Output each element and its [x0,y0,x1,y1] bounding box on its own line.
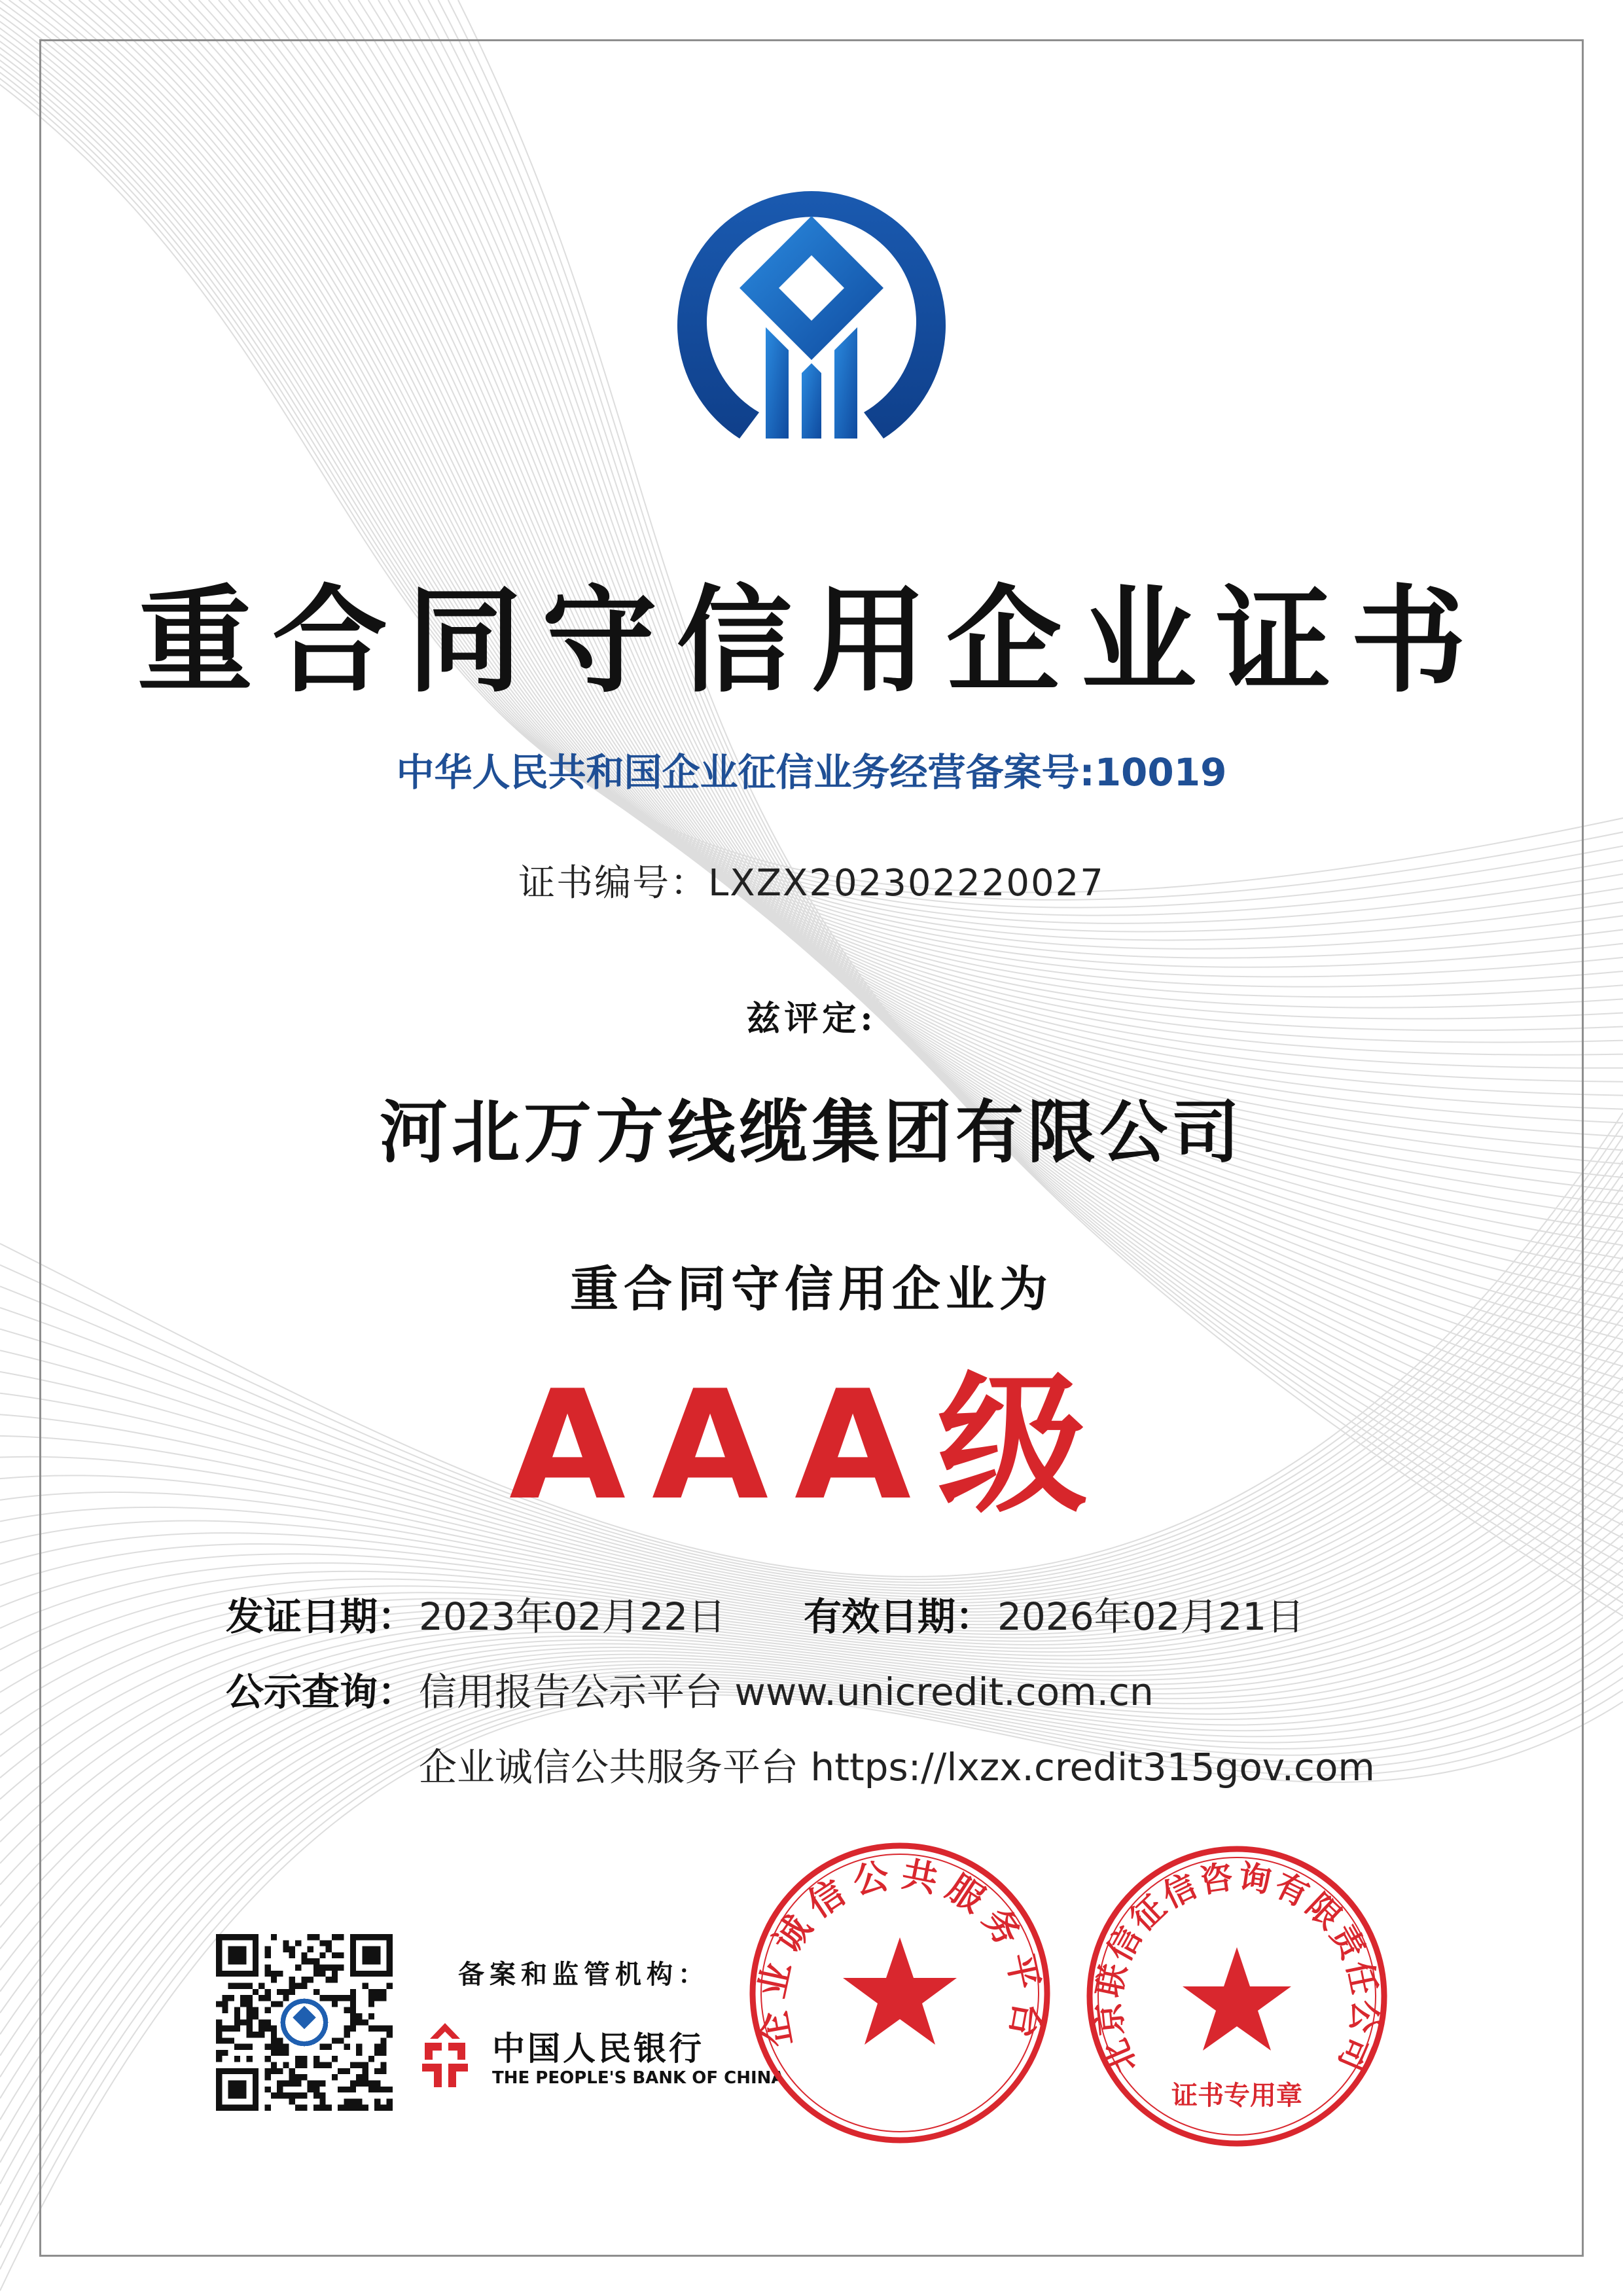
qr-module [234,1982,240,1988]
qr-module [271,1971,277,1977]
qr-module [380,2062,386,2068]
qr-module [350,2026,356,2032]
qr-module [277,2037,283,2043]
qr-module [374,2026,380,2032]
qr-module [374,2044,380,2050]
qr-module [350,2013,356,2019]
qr-module [264,1995,270,2001]
certificate-title: 重合同守信用企业证书 [137,574,1486,708]
rated-line: 重合同守信用企业为 [570,1261,1053,1318]
qr-module [319,1952,325,1958]
qr-module [271,2026,277,2032]
qr-module [387,2087,393,2092]
qr-module [264,1971,270,1977]
qr-module [319,2044,325,2050]
qr-module [338,1965,344,1971]
qr-module [259,1982,264,1988]
qr-module [387,2098,393,2104]
qr-module [271,2050,277,2056]
qr-module [362,2019,368,2025]
qr-module [253,2032,259,2037]
qr-module [374,2050,380,2056]
qr-module [344,2098,350,2104]
qr-module [234,2013,240,2019]
qr-module [380,2087,386,2092]
qr-module [301,1977,307,1982]
qr-module [222,2037,228,2043]
qr-module [247,2056,253,2062]
qr-module [283,2080,289,2086]
qr-module [277,1971,283,1977]
qr-module [228,2026,234,2032]
qr-module [271,2037,277,2043]
qr-module [301,2062,307,2068]
qr-module [362,1982,368,1988]
qr-module [362,2062,368,2068]
qr-module [283,2050,289,2056]
qr-module [283,2044,289,2050]
query-link-unicredit[interactable]: 信用报告公示平台 www.unicredit.com.cn [419,1670,1154,1714]
qr-module [308,1977,313,1982]
qr-module [295,2056,301,2062]
qr-module [356,2019,362,2025]
qr-module [271,1977,277,1982]
qr-module [295,2062,301,2068]
qr-module [313,1934,319,1940]
qr-module [332,2037,338,2043]
qr-module [277,2001,283,2007]
qr-module [247,1995,253,2001]
qr-module [283,1940,289,1946]
credit-grade: AAA级 [508,1359,1114,1534]
qr-module [332,1965,338,1971]
qr-module [368,2087,374,2092]
qr-module [301,2105,307,2111]
qr-module [295,2074,301,2080]
qr-module [222,1995,228,2001]
qr-module [374,1989,380,1995]
qr-module [313,1965,319,1971]
qr-module [344,2007,350,2013]
pboc-logo-icon [409,2019,481,2091]
qr-module [380,2037,386,2043]
certificate-number: 证书编号：LXZX202302220027 [518,862,1105,905]
qr-module [289,1977,295,1982]
qr-module [326,1940,332,1946]
qr-module [264,1946,270,1952]
qr-module [319,1995,325,2001]
qr-module [216,2050,222,2056]
qr-module [350,1995,356,2001]
qr-module [350,2007,356,2013]
qr-module [332,2001,338,2007]
qr-module [350,2062,356,2068]
qr-module [380,1995,386,2001]
qr-module [368,2080,374,2086]
qr-module [277,2050,283,2056]
qr-module [259,1995,264,2001]
qr-module [319,2105,325,2111]
qr-module [380,2105,386,2111]
qr-module [308,1946,313,1952]
qr-module [289,1946,295,1952]
qr-module [308,2087,313,2092]
qr-module [289,1952,295,1958]
qr-module [350,1989,356,1995]
qr-module [301,1952,307,1958]
qr-module [259,2019,264,2025]
qr-module [259,2026,264,2032]
qr-module [350,2080,356,2086]
qr-module [368,1995,374,2001]
qr-module [332,2056,338,2062]
qr-module [344,2026,350,2032]
qr-module [240,2019,246,2025]
qr-module [264,2105,270,2111]
qr-module [308,2080,313,2086]
qr-module [326,1995,332,2001]
qr-module [264,1952,270,1958]
qr-module [289,2092,295,2098]
qr-module [247,2001,253,2007]
qr-module [301,2056,307,2062]
qr-module [228,1995,234,2001]
qr-module [216,2001,222,2007]
qr-module [368,2001,374,2007]
qr-module [289,1989,295,1995]
query-link-lxzx[interactable]: 企业诚信公共服务平台 https://lxzx.credit315gov.com [419,1745,1375,1789]
qr-module [368,2056,374,2062]
qr-module [326,1977,332,1982]
qr-module [253,2013,259,2019]
qr-module [234,2007,240,2013]
qr-module [240,2044,246,2050]
qr-module [344,2087,350,2092]
qr-module [374,2068,380,2074]
qr-module [326,2044,332,2050]
qr-module [326,2105,332,2111]
qr-module [247,2013,253,2019]
qr-module [247,2007,253,2013]
qr-module [313,2062,319,2068]
qr-module [313,1958,319,1964]
qr-module [362,2080,368,2086]
qr-module [332,1934,338,1940]
qr-module [338,2068,344,2074]
qr-module [319,1965,325,1971]
qr-module [301,2092,307,2098]
seal-2-text: 北京联信征信咨询有限责任公司 [1088,1856,1385,2079]
qr-module [264,2087,270,2092]
company-name: 河北万方线缆集团有限公司 [379,1092,1243,1172]
qr-module [387,2032,393,2037]
qr-module [264,2026,270,2032]
qr-module [356,2105,362,2111]
qr-module [264,2056,270,2062]
qr-module [277,2080,283,2086]
qr-module [332,1952,338,1958]
qr-module [240,1982,246,1988]
qr-module [313,1971,319,1977]
qr-module [289,1982,295,1988]
qr-module [271,2032,277,2037]
qr-module [350,2087,356,2092]
qr-module [380,2044,386,2050]
pboc-name-cn: 中国人民银行 [492,2029,704,2068]
qr-module [374,2087,380,2092]
qr-module [222,2001,228,2007]
qr-module [350,2105,356,2111]
qr-module [259,2032,264,2037]
qr-module [326,1965,332,1971]
qr-module [289,2080,295,2086]
qr-module [277,1989,283,1995]
qr-module [313,2080,319,2086]
qr-module [344,2068,350,2074]
qr-module [271,2068,277,2074]
qr-module [271,2044,277,2050]
qr-module [289,2068,295,2074]
qr-module [387,1982,393,1988]
qr-module [264,1989,270,1995]
qr-module [277,2068,283,2074]
qr-module [216,2056,222,2062]
qr-module [356,2013,362,2019]
qr-module [253,1989,259,1995]
qr-module [277,2087,283,2092]
qr-module [338,1995,344,2001]
qr-module [216,2026,222,2032]
seal-service-platform [746,1839,1054,2147]
qr-module [234,2026,240,2032]
qr-module [277,2044,283,2050]
qr-module [271,1934,277,1940]
qr-module [374,2105,380,2111]
qr-module [234,2056,240,2062]
qr-module [356,2080,362,2086]
qr-module [283,2092,289,2098]
qr-module [332,1971,338,1977]
qr-module [228,1982,234,1988]
qr-module [295,2080,301,2086]
supervision-label: 备案和监管机构： [458,1959,709,1990]
qr-module [338,2037,344,2043]
pboc-name-en: THE PEOPLE'S BANK OF CHINA [492,2068,785,2088]
qr-module [380,2068,386,2074]
qr-module [247,1982,253,1988]
qr-module [228,2037,234,2043]
qr-module [380,1989,386,1995]
qr-module [313,2105,319,2111]
qr-module [319,2080,325,2086]
qr-module [271,2062,277,2068]
qr-module [222,2050,228,2056]
qr-module [387,2105,393,2111]
qr-module [234,2044,240,2050]
qr-module [350,2019,356,2025]
qr-module [247,2019,253,2025]
qr-module [295,1940,301,1946]
qr-module [319,2062,325,2068]
qr-module [338,2105,344,2111]
qr-module [283,2062,289,2068]
qr-module [387,2026,393,2032]
qr-module [313,1989,319,1995]
qr-module [264,2019,270,2025]
qr-module [264,2007,270,2013]
qr-module [295,1982,301,1988]
qr-module [356,2098,362,2104]
qr-module [344,2032,350,2037]
qr-module [350,2098,356,2104]
qr-module [368,2013,374,2019]
qr-module [222,2007,228,2013]
qr-module [264,2068,270,2074]
qr-module [356,2050,362,2056]
qr-module [234,2019,240,2025]
qr-module [271,2092,277,2098]
qr-module [283,1946,289,1952]
qr-module [222,2026,228,2032]
qr-module [313,2092,319,2098]
issue-date-value: 2023年02月22日 [419,1594,726,1639]
qr-code[interactable] [216,1934,393,2111]
qr-module [332,1977,338,1982]
qr-module [368,2026,374,2032]
qr-module [332,1995,338,2001]
seal-1-text: 企业诚信公共服务平台 [750,1852,1050,2051]
qr-module [253,2007,259,2013]
qr-module [247,2026,253,2032]
qr-module [344,2105,350,2111]
qr-module [319,1940,325,1946]
qr-module [362,2074,368,2080]
qr-module [216,2032,222,2037]
qr-module [313,2087,319,2092]
qr-module [356,2074,362,2080]
qr-module [319,2092,325,2098]
qr-module [326,1946,332,1952]
qr-module [216,2019,222,2025]
qr-module [264,1965,270,1971]
qr-module [338,1952,344,1958]
qr-module [356,2062,362,2068]
qr-module [264,2044,270,2050]
qr-module [368,1989,374,1995]
qr-module [374,2080,380,2086]
qr-module [247,2044,253,2050]
qr-module [326,2062,332,2068]
filing-number: 中华人民共和国企业征信业务经营备案号:10019 [396,750,1227,795]
valid-date-label: 有效日期： [804,1594,994,1639]
qr-module [247,2032,253,2037]
qr-module [264,2074,270,2080]
awarded-label: 兹评定: [746,999,877,1039]
qr-module [240,1995,246,2001]
valid-date-value: 2026年02月21日 [997,1594,1305,1639]
qr-module [283,1989,289,1995]
qr-module [277,2092,283,2098]
qr-module [344,2044,350,2050]
qr-module [380,2026,386,2032]
credit-logo-icon [668,177,955,465]
qr-module [374,2098,380,2104]
qr-module [308,1934,313,1940]
qr-module [295,1965,301,1971]
query-label: 公示查询： [226,1670,416,1714]
seal-2-bottom-text: 证书专用章 [1171,2080,1302,2111]
qr-module [356,2044,362,2050]
qr-module [380,2050,386,2056]
qr-module [301,1958,307,1964]
qr-module [338,1934,344,1940]
qr-module [319,1971,325,1977]
qr-module [289,2074,295,2080]
qr-module [332,2074,338,2080]
qr-module [344,1995,350,2001]
qr-module [362,2105,368,2111]
qr-module [301,2074,307,2080]
issue-date-label: 发证日期： [226,1594,416,1639]
qr-module [301,1982,307,1988]
seal-credit-company [1083,1842,1391,2150]
qr-module [308,1958,313,1964]
qr-module [271,2001,277,2007]
qr-module [216,2037,222,2043]
qr-module [319,2098,325,2104]
qr-module [313,2056,319,2062]
qr-module [374,1995,380,2001]
qr-module [350,2001,356,2007]
qr-module [362,2068,368,2074]
qr-module [240,2001,246,2007]
qr-module [338,2087,344,2092]
qr-module [289,2098,295,2104]
qr-module [295,2105,301,2111]
qr-module [283,1995,289,2001]
qr-module [295,2092,301,2098]
